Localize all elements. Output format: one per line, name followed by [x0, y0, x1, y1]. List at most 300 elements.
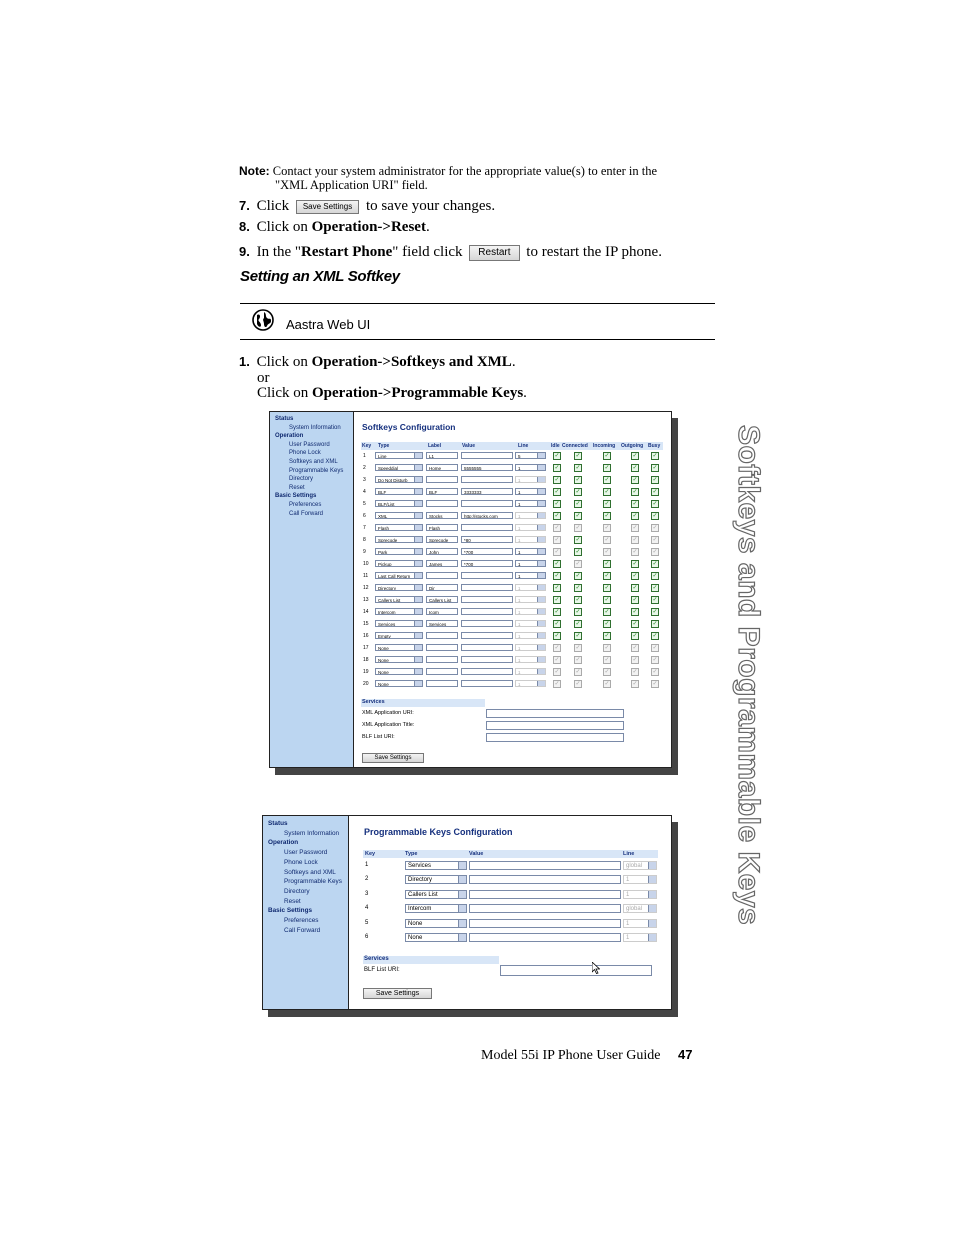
- state-checkbox[interactable]: ✓: [604, 621, 610, 627]
- sidebar-item-reset[interactable]: Reset: [289, 484, 305, 491]
- label-input[interactable]: BLF: [426, 488, 458, 495]
- chevron-down-icon: [537, 537, 545, 542]
- line-value: 1: [518, 586, 521, 591]
- blf-list-uri-label: BLF List URI:: [362, 734, 395, 740]
- state-checkbox[interactable]: ✓: [632, 537, 638, 543]
- type-select[interactable]: [375, 536, 423, 543]
- state-checkbox[interactable]: ✓: [554, 489, 560, 495]
- chevron-down-icon: [648, 920, 656, 927]
- type-select[interactable]: [375, 464, 423, 471]
- value-input[interactable]: http://stocks.com: [461, 512, 513, 519]
- sidebar-item-phone-lock[interactable]: Phone Lock: [284, 858, 318, 866]
- line-select[interactable]: [515, 524, 546, 531]
- xml-application-uri-label: XML Application URI:: [362, 710, 414, 716]
- state-checkbox[interactable]: ✓: [575, 609, 581, 615]
- state-checkbox[interactable]: ✓: [604, 597, 610, 603]
- footer-title: Model 55i IP Phone User Guide: [481, 1048, 661, 1063]
- xml-application-title-input[interactable]: [486, 721, 624, 730]
- state-checkbox[interactable]: ✓: [575, 633, 581, 639]
- state-checkbox[interactable]: ✓: [632, 501, 638, 507]
- value-input[interactable]: *700: [461, 548, 513, 555]
- line-select[interactable]: [623, 861, 657, 870]
- sidebar-item-directory[interactable]: Directory: [284, 887, 310, 895]
- state-checkbox[interactable]: ✓: [554, 597, 560, 603]
- sidebar-item-reset[interactable]: Reset: [284, 897, 301, 905]
- type-value: None: [408, 935, 423, 941]
- line-select[interactable]: [515, 536, 546, 543]
- key-number: 19: [363, 669, 369, 675]
- state-checkbox[interactable]: ✓: [604, 669, 610, 675]
- column-header-key: Key: [362, 443, 372, 449]
- value-input[interactable]: [469, 904, 621, 913]
- sidebar-section-basic-settings: Basic Settings: [268, 907, 313, 915]
- type-select[interactable]: [375, 632, 423, 639]
- save-settings-button[interactable]: Save Settings: [363, 988, 432, 999]
- sidebar-item-call-forward[interactable]: Call Forward: [284, 926, 321, 934]
- state-checkbox[interactable]: ✓: [652, 609, 658, 615]
- chevron-down-icon: [458, 920, 466, 927]
- chevron-down-icon: [414, 561, 422, 566]
- value-input[interactable]: [461, 656, 513, 663]
- state-checkbox[interactable]: ✓: [554, 669, 560, 675]
- state-checkbox[interactable]: ✓: [554, 645, 560, 651]
- state-checkbox[interactable]: ✓: [632, 609, 638, 615]
- state-checkbox[interactable]: ✓: [604, 477, 610, 483]
- line-value: 1: [518, 574, 521, 579]
- chevron-down-icon: [414, 501, 422, 506]
- type-select[interactable]: [375, 548, 423, 555]
- sidebar-item-user-password[interactable]: User Password: [289, 441, 330, 448]
- state-checkbox[interactable]: ✓: [604, 549, 610, 555]
- state-checkbox[interactable]: ✓: [652, 489, 658, 495]
- column-header-idle: Idle: [551, 443, 560, 449]
- value-input[interactable]: [461, 500, 513, 507]
- line-select[interactable]: [515, 500, 546, 507]
- type-select[interactable]: [405, 904, 467, 913]
- state-checkbox[interactable]: ✓: [652, 513, 658, 519]
- column-header-type: Type: [405, 851, 418, 857]
- value-input[interactable]: [469, 875, 621, 884]
- state-checkbox[interactable]: ✓: [554, 573, 560, 579]
- sidebar-item-phone-lock[interactable]: Phone Lock: [289, 450, 321, 457]
- line-value: 1: [518, 478, 521, 483]
- state-checkbox[interactable]: ✓: [632, 465, 638, 471]
- step-text: In the ": [256, 244, 302, 260]
- state-checkbox[interactable]: ✓: [632, 573, 638, 579]
- label-input[interactable]: [426, 668, 458, 675]
- state-checkbox[interactable]: ✓: [652, 537, 658, 543]
- line-value: 1: [518, 646, 521, 651]
- state-checkbox[interactable]: ✓: [575, 621, 581, 627]
- line-select[interactable]: [515, 512, 546, 519]
- value-input[interactable]: [461, 572, 513, 579]
- state-checkbox[interactable]: ✓: [575, 669, 581, 675]
- state-checkbox[interactable]: ✓: [652, 597, 658, 603]
- line-value: global: [626, 863, 643, 869]
- label-input[interactable]: [426, 572, 458, 579]
- state-checkbox[interactable]: ✓: [604, 585, 610, 591]
- sidebar-item-programmable-keys[interactable]: Programmable Keys: [289, 467, 344, 474]
- type-select[interactable]: [405, 890, 467, 899]
- line-select[interactable]: [515, 608, 546, 615]
- value-input[interactable]: *80: [461, 536, 513, 543]
- save-settings-button[interactable]: Save Settings: [296, 200, 359, 214]
- label-input[interactable]: L1: [426, 452, 458, 459]
- key-number: 9: [363, 549, 366, 555]
- sidebar-item-user-password[interactable]: User Password: [284, 849, 328, 857]
- value-input[interactable]: *700: [461, 560, 513, 567]
- state-checkbox[interactable]: ✓: [632, 525, 638, 531]
- value-input[interactable]: [461, 668, 513, 675]
- type-select[interactable]: [405, 933, 467, 942]
- value-input[interactable]: [461, 680, 513, 687]
- type-value: Directory: [408, 877, 433, 884]
- type-select[interactable]: [375, 488, 423, 495]
- xml-application-title-label: XML Application Title:: [362, 722, 415, 728]
- line-select[interactable]: [515, 644, 546, 651]
- step-9: [239, 244, 662, 261]
- key-number: 10: [363, 561, 369, 567]
- type-select[interactable]: [375, 596, 423, 603]
- state-checkbox[interactable]: ✓: [554, 633, 560, 639]
- type-value: Park: [378, 550, 388, 555]
- state-checkbox[interactable]: ✓: [604, 657, 610, 663]
- column-header-busy: Busy: [648, 443, 661, 449]
- label-input[interactable]: Stocks: [426, 512, 458, 519]
- label-input[interactable]: [426, 632, 458, 639]
- key-number: 3: [365, 890, 369, 897]
- chevron-down-icon: [414, 597, 422, 602]
- softkeys-screenshot: [269, 411, 672, 768]
- state-checkbox[interactable]: ✓: [652, 501, 658, 507]
- state-checkbox[interactable]: ✓: [554, 561, 560, 567]
- label-input[interactable]: James: [426, 560, 458, 567]
- state-checkbox[interactable]: ✓: [652, 477, 658, 483]
- type-select[interactable]: [405, 861, 467, 870]
- column-header-line: Line: [623, 851, 635, 857]
- state-checkbox[interactable]: ✓: [575, 597, 581, 603]
- divider: [240, 339, 715, 340]
- state-checkbox[interactable]: ✓: [652, 681, 658, 687]
- step-8: [239, 219, 430, 236]
- state-checkbox[interactable]: ✓: [575, 513, 581, 519]
- sidebar-item-programmable-keys[interactable]: Programmable Keys: [284, 878, 342, 886]
- line-select[interactable]: [515, 488, 546, 495]
- key-number: 11: [363, 573, 369, 579]
- label-input[interactable]: Dir: [426, 584, 458, 591]
- value-input[interactable]: [461, 452, 513, 459]
- type-select[interactable]: [375, 620, 423, 627]
- state-checkbox[interactable]: ✓: [604, 453, 610, 459]
- value-input[interactable]: [469, 861, 621, 870]
- state-checkbox[interactable]: ✓: [652, 621, 658, 627]
- line-select[interactable]: [515, 464, 546, 471]
- state-checkbox[interactable]: ✓: [554, 477, 560, 483]
- value-input[interactable]: 5555555: [461, 464, 513, 471]
- state-checkbox[interactable]: ✓: [575, 477, 581, 483]
- line-select[interactable]: [515, 452, 546, 459]
- key-number: 17: [363, 645, 369, 651]
- label-input[interactable]: [426, 680, 458, 687]
- state-checkbox[interactable]: ✓: [554, 621, 560, 627]
- value-input[interactable]: [461, 644, 513, 651]
- line-select[interactable]: [623, 875, 657, 884]
- footer: [481, 1047, 693, 1064]
- value-input[interactable]: [461, 620, 513, 627]
- state-checkbox[interactable]: ✓: [632, 489, 638, 495]
- value-input[interactable]: [461, 524, 513, 531]
- state-checkbox[interactable]: ✓: [575, 489, 581, 495]
- key-number: 16: [363, 633, 369, 639]
- xml-application-uri-input[interactable]: [486, 709, 624, 718]
- sidebar-item-call-forward[interactable]: Call Forward: [289, 510, 324, 517]
- state-checkbox[interactable]: ✓: [652, 657, 658, 663]
- type-value: Callers List: [408, 891, 438, 898]
- state-checkbox[interactable]: ✓: [575, 657, 581, 663]
- chevron-down-icon: [414, 513, 422, 518]
- state-checkbox[interactable]: ✓: [652, 453, 658, 459]
- type-value: Sprecode: [378, 538, 398, 543]
- state-checkbox[interactable]: ✓: [604, 489, 610, 495]
- state-checkbox[interactable]: ✓: [575, 501, 581, 507]
- chevron-down-icon: [537, 573, 545, 578]
- label-input[interactable]: Flash: [426, 524, 458, 531]
- state-checkbox[interactable]: ✓: [604, 645, 610, 651]
- state-checkbox[interactable]: ✓: [554, 537, 560, 543]
- chevron-down-icon: [414, 657, 422, 662]
- state-checkbox[interactable]: ✓: [652, 561, 658, 567]
- sidebar-item-softkeys-and-xml[interactable]: Softkeys and XML: [284, 868, 336, 876]
- state-checkbox[interactable]: ✓: [652, 525, 658, 531]
- label-input[interactable]: Home: [426, 464, 458, 471]
- type-value: None: [378, 646, 389, 651]
- blf-list-uri-input[interactable]: [486, 733, 624, 742]
- type-value: Empty: [378, 634, 391, 639]
- state-checkbox[interactable]: ✓: [604, 609, 610, 615]
- state-checkbox[interactable]: ✓: [652, 645, 658, 651]
- sidebar-item-system-information[interactable]: System Information: [284, 829, 340, 837]
- line-select[interactable]: [623, 904, 657, 913]
- value-input[interactable]: [469, 919, 621, 928]
- key-number: 8: [363, 537, 366, 543]
- line-select[interactable]: [515, 620, 546, 627]
- restart-button[interactable]: Restart: [469, 245, 519, 261]
- state-checkbox[interactable]: ✓: [554, 525, 560, 531]
- line-select[interactable]: [515, 476, 546, 483]
- type-select[interactable]: [375, 644, 423, 651]
- line-select[interactable]: [623, 890, 657, 899]
- type-select[interactable]: [375, 680, 423, 687]
- chevron-down-icon: [458, 876, 466, 883]
- state-checkbox[interactable]: ✓: [632, 585, 638, 591]
- save-settings-button[interactable]: Save Settings: [362, 753, 424, 763]
- chevron-down-icon: [414, 645, 422, 650]
- state-checkbox[interactable]: ✓: [554, 609, 560, 615]
- state-checkbox[interactable]: ✓: [575, 525, 581, 531]
- sidebar-item-preferences[interactable]: Preferences: [289, 501, 322, 508]
- type-select[interactable]: [375, 608, 423, 615]
- sidebar-item-preferences[interactable]: Preferences: [284, 917, 319, 925]
- chevron-down-icon: [648, 934, 656, 941]
- type-select[interactable]: [405, 875, 467, 884]
- line-select[interactable]: [515, 548, 546, 555]
- type-value: Line: [378, 454, 387, 459]
- state-checkbox[interactable]: ✓: [632, 681, 638, 687]
- type-select[interactable]: [375, 500, 423, 507]
- line-value: 1: [518, 514, 521, 519]
- type-select[interactable]: [375, 572, 423, 579]
- state-checkbox[interactable]: ✓: [554, 549, 560, 555]
- page-title: Softkeys Configuration: [362, 422, 456, 432]
- blf-list-uri-input[interactable]: [500, 965, 652, 976]
- chevron-down-icon: [537, 597, 545, 602]
- line-select[interactable]: [515, 632, 546, 639]
- state-checkbox[interactable]: ✓: [604, 573, 610, 579]
- state-checkbox[interactable]: ✓: [604, 513, 610, 519]
- state-checkbox[interactable]: ✓: [575, 549, 581, 555]
- type-select[interactable]: [375, 584, 423, 591]
- state-checkbox[interactable]: ✓: [604, 681, 610, 687]
- label-input[interactable]: John: [426, 548, 458, 555]
- state-checkbox[interactable]: ✓: [554, 585, 560, 591]
- chevron-down-icon: [414, 633, 422, 638]
- line-select[interactable]: [515, 680, 546, 687]
- state-checkbox[interactable]: ✓: [632, 645, 638, 651]
- label-input[interactable]: [426, 656, 458, 663]
- type-value: None: [408, 920, 423, 927]
- state-checkbox[interactable]: ✓: [652, 633, 658, 639]
- state-checkbox[interactable]: ✓: [652, 465, 658, 471]
- page-number: 47: [678, 1047, 693, 1062]
- line-value: 1: [518, 490, 521, 495]
- state-checkbox[interactable]: ✓: [554, 465, 560, 471]
- chevron-down-icon: [537, 465, 545, 470]
- sidebar-item-system-information[interactable]: System Information: [289, 424, 341, 431]
- state-checkbox[interactable]: ✓: [632, 597, 638, 603]
- state-checkbox[interactable]: ✓: [632, 453, 638, 459]
- chevron-down-icon: [458, 891, 466, 898]
- type-select[interactable]: [375, 524, 423, 531]
- chevron-down-icon: [458, 862, 466, 869]
- label-input[interactable]: Icom: [426, 608, 458, 615]
- state-checkbox[interactable]: ✓: [604, 633, 610, 639]
- state-checkbox[interactable]: ✓: [575, 645, 581, 651]
- state-checkbox[interactable]: ✓: [604, 501, 610, 507]
- sidebar: [270, 412, 354, 767]
- sidebar-item-directory[interactable]: Directory: [289, 476, 314, 483]
- value-input[interactable]: 3333333: [461, 488, 513, 495]
- state-checkbox[interactable]: ✓: [652, 669, 658, 675]
- state-checkbox[interactable]: ✓: [554, 501, 560, 507]
- type-select[interactable]: [375, 512, 423, 519]
- label-input[interactable]: Callers List: [426, 596, 458, 603]
- state-checkbox[interactable]: ✓: [632, 669, 638, 675]
- line-select[interactable]: [623, 933, 657, 942]
- state-checkbox[interactable]: ✓: [554, 657, 560, 663]
- state-checkbox[interactable]: ✓: [632, 633, 638, 639]
- line-select[interactable]: [515, 656, 546, 663]
- line-value: 1: [518, 634, 521, 639]
- value-input[interactable]: [461, 608, 513, 615]
- state-checkbox[interactable]: ✓: [632, 621, 638, 627]
- value-input[interactable]: [469, 933, 621, 942]
- step-text: to save your changes.: [365, 198, 496, 214]
- label-input[interactable]: [426, 500, 458, 507]
- menu-path: Operation->Programmable Keys: [312, 385, 524, 401]
- state-checkbox[interactable]: ✓: [575, 465, 581, 471]
- state-checkbox[interactable]: ✓: [632, 561, 638, 567]
- label-input[interactable]: [426, 476, 458, 483]
- sidebar-item-softkeys-and-xml[interactable]: Softkeys and XML: [289, 458, 338, 465]
- line-value: 1: [518, 526, 521, 531]
- note-label: Note:: [239, 164, 270, 178]
- type-select[interactable]: [375, 452, 423, 459]
- state-checkbox[interactable]: ✓: [632, 513, 638, 519]
- type-select[interactable]: [375, 668, 423, 675]
- line-select[interactable]: [515, 572, 546, 579]
- label-input[interactable]: Sprecode: [426, 536, 458, 543]
- type-value: Pickup: [378, 562, 392, 567]
- state-checkbox[interactable]: ✓: [575, 585, 581, 591]
- state-checkbox[interactable]: ✓: [575, 453, 581, 459]
- sidebar-section-basic-settings: Basic Settings: [275, 493, 317, 500]
- type-value: None: [378, 682, 389, 687]
- type-select[interactable]: [375, 656, 423, 663]
- value-input[interactable]: [461, 476, 513, 483]
- state-checkbox[interactable]: ✓: [652, 585, 658, 591]
- type-select[interactable]: [405, 919, 467, 928]
- state-checkbox[interactable]: ✓: [554, 681, 560, 687]
- state-checkbox[interactable]: ✓: [604, 537, 610, 543]
- state-checkbox[interactable]: ✓: [604, 561, 610, 567]
- line-select[interactable]: [515, 584, 546, 591]
- state-checkbox[interactable]: ✓: [632, 477, 638, 483]
- line-select[interactable]: [515, 560, 546, 567]
- value-input[interactable]: [469, 890, 621, 899]
- line-value: 1: [518, 622, 521, 627]
- chevron-down-icon: [537, 681, 545, 686]
- step-number: 1.: [239, 354, 250, 369]
- value-input[interactable]: [461, 596, 513, 603]
- services-header-label: Services: [362, 699, 385, 705]
- state-checkbox[interactable]: ✓: [554, 453, 560, 459]
- label-input[interactable]: [426, 644, 458, 651]
- sidebar-section-status: Status: [275, 416, 294, 422]
- state-checkbox[interactable]: ✓: [575, 681, 581, 687]
- type-select[interactable]: [375, 560, 423, 567]
- field-name: Restart Phone: [301, 244, 393, 260]
- state-checkbox[interactable]: ✓: [652, 549, 658, 555]
- state-checkbox[interactable]: ✓: [554, 513, 560, 519]
- value-input[interactable]: [461, 632, 513, 639]
- label-input[interactable]: Services: [426, 620, 458, 627]
- state-checkbox[interactable]: ✓: [632, 657, 638, 663]
- line-select[interactable]: [515, 668, 546, 675]
- line-select[interactable]: [623, 919, 657, 928]
- chevron-down-icon: [414, 489, 422, 494]
- state-checkbox[interactable]: ✓: [575, 561, 581, 567]
- state-checkbox[interactable]: ✓: [604, 465, 610, 471]
- state-checkbox[interactable]: ✓: [604, 525, 610, 531]
- line-value: 1: [518, 502, 521, 507]
- type-select[interactable]: [375, 476, 423, 483]
- state-checkbox[interactable]: ✓: [575, 537, 581, 543]
- state-checkbox[interactable]: ✓: [632, 549, 638, 555]
- value-input[interactable]: [461, 584, 513, 591]
- line-select[interactable]: [515, 596, 546, 603]
- state-checkbox[interactable]: ✓: [575, 573, 581, 579]
- state-checkbox[interactable]: ✓: [652, 573, 658, 579]
